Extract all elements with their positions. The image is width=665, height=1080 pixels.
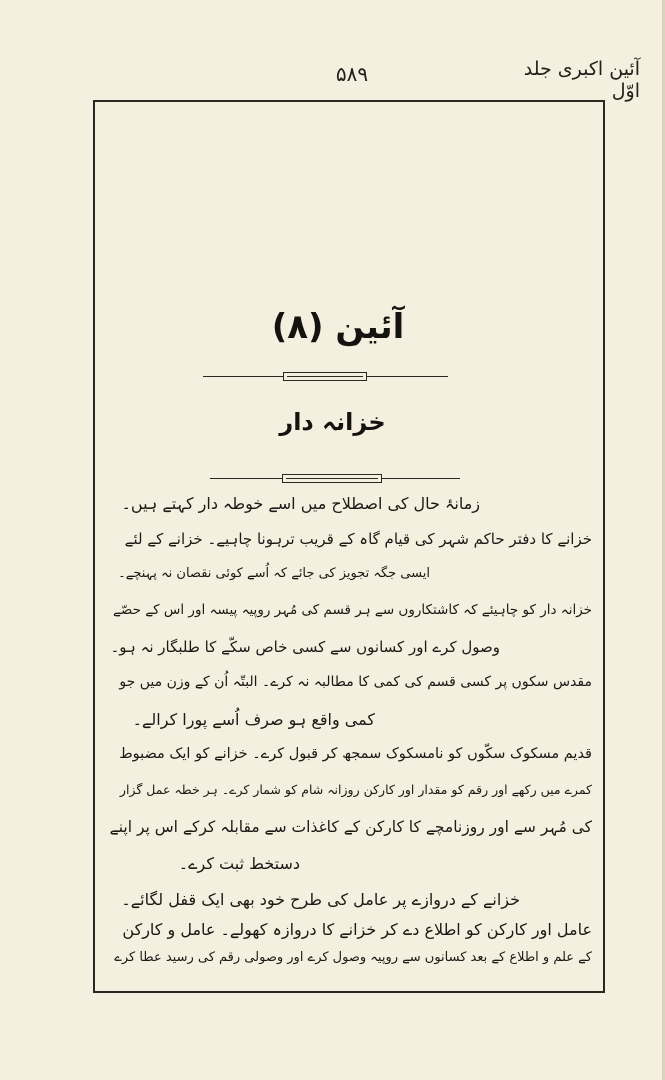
body-line: زمانۂ حال کی اصطلاح میں اسے خوطہ دار کہتے ہیں۔ [121,494,480,513]
body-line: دستخط ثبت کرے۔ [178,854,300,873]
body-line: خزانے کا دفتر حاکم شہر کی قیام گاہ کے قریب ترہونا چاہیے۔ خزانے کے لئے [124,530,592,548]
section-title: خزانہ دار [279,408,386,436]
ornamental-divider-bottom [210,474,460,483]
page-number: ۵۸۹ [335,62,369,86]
chapter-title: آئین (۸) [271,307,405,347]
body-line: خزانہ دار کو چاہیئے کہ کاشتکاروں سے ہر قسم کی مُہر روپیہ پیسہ اور اس کے حصّے [113,602,592,618]
body-line: کمرے میں رکھے اور رقم کو مقدار اور کارکن روزانہ شام کو شمار کرے۔ ہر خطہ عمل گزار [119,782,592,797]
body-line: قدیم مسکوک سکّوں کو نامسکوک سمجھ کر قبول کرے۔ خزانے کو ایک مضبوط [119,746,592,762]
body-line: کی مُہر سے اور روزنامچے کا کارکن کے کاغذات سے مقابلہ کرکے اس پر اپنے [109,818,592,836]
body-line: مقدس سکوں پر کسی قسم کی کمی کا مطالبہ نہ کرے۔ البتّہ اُن کے وزن میں جو [119,674,592,690]
body-line: وصول کرے اور کسانوں سے کسی خاص سکّے کا طلبگار نہ ہو۔ [110,638,500,656]
ornamental-divider-top [203,372,448,381]
running-title: آئین اکبری جلد اوّل [523,58,640,102]
body-line: خزانے کے دروازے پر عامل کی طرح خود بھی ایک قفل لگائے۔ [121,890,520,909]
body-line: کے علم و اطلاع کے بعد کسانوں سے روپیہ وصول کرے اور وصولی رقم کی رسید عطا کرے [114,950,592,965]
body-line: ایسی جگہ تجویز کی جائے کہ اُسے کوئی نقصان نہ پہنچے۔ [118,566,430,581]
body-line: عامل اور کارکن کو اطلاع دے کر خزانے کا دروازہ کھولے۔ عامل و کارکن [122,920,592,939]
body-line: کمی واقع ہو صرف اُسے پورا کرالے۔ [132,710,375,729]
